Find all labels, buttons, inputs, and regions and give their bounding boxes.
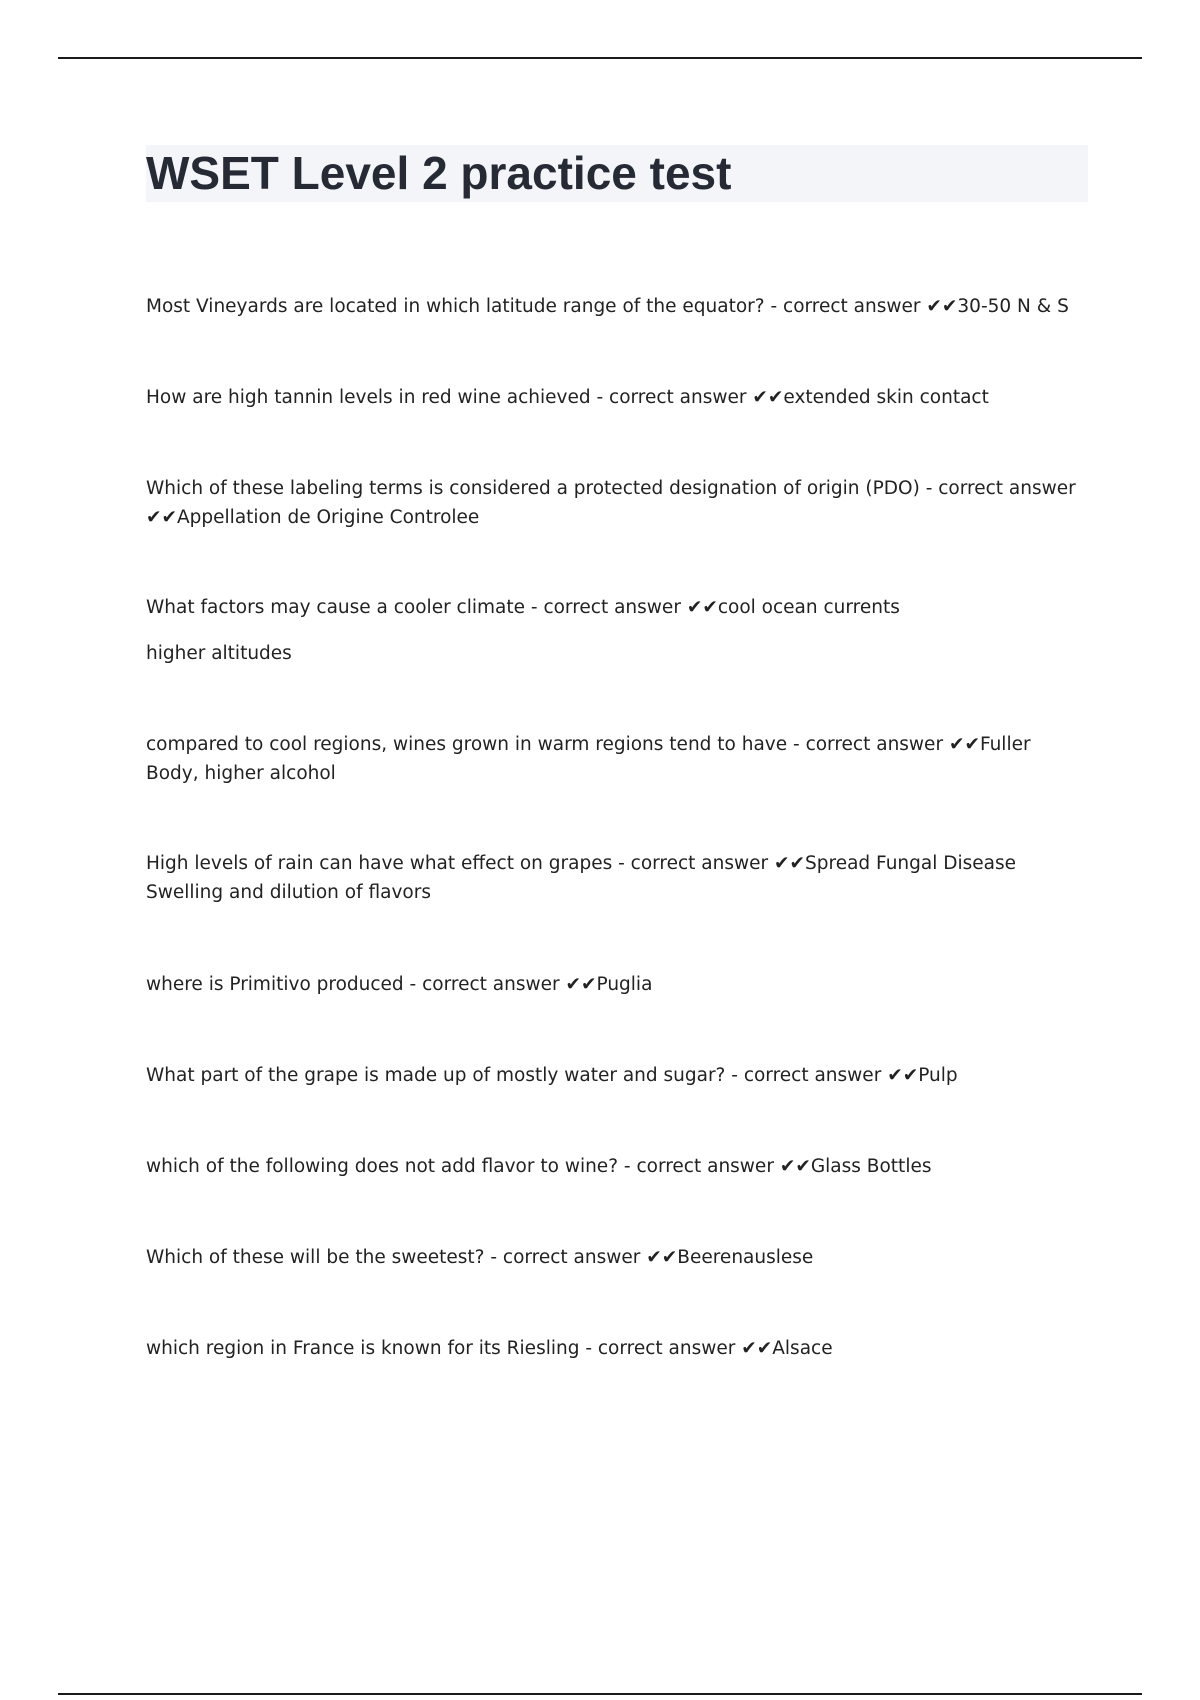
answer-text: Glass Bottles bbox=[810, 1156, 932, 1177]
answer-text: Appellation de Origine Controlee bbox=[177, 507, 480, 528]
question-text: which of the following does not add flavor to wine? - correct answer bbox=[146, 1156, 780, 1177]
checkmark-icon: ✔✔ bbox=[646, 1247, 678, 1268]
question-text: High levels of rain can have what effect on grapes - correct answer bbox=[146, 853, 775, 874]
question-text: Most Vineyards are located in which latitude range of the equator? - correct answer bbox=[146, 296, 927, 317]
checkmark-icon: ✔✔ bbox=[779, 1156, 811, 1177]
checkmark-icon: ✔✔ bbox=[565, 974, 597, 995]
answer-text: extended skin contact bbox=[783, 387, 989, 408]
qa-item bbox=[146, 292, 1081, 321]
answer-text: Fuller Body, higher alcohol bbox=[146, 734, 1031, 784]
question-text: What part of the grape is made up of mostly water and sugar? - correct answer bbox=[146, 1065, 888, 1086]
qa-item bbox=[146, 730, 1081, 788]
answer-text: Spread Fungal Disease Swelling and dilution of flavors bbox=[146, 853, 1017, 903]
bottom-rule bbox=[58, 1693, 1142, 1695]
checkmark-icon: ✔✔ bbox=[948, 734, 980, 755]
qa-item bbox=[146, 970, 1081, 999]
question-text: Which of these will be the sweetest? - correct answer bbox=[146, 1247, 647, 1268]
qa-item bbox=[146, 383, 1081, 412]
qa-item bbox=[146, 1061, 1081, 1090]
question-text: How are high tannin levels in red wine achieved - correct answer bbox=[146, 387, 753, 408]
question-text: which region in France is known for its Riesling - correct answer bbox=[146, 1338, 742, 1359]
checkmark-icon: ✔✔ bbox=[686, 597, 718, 618]
qa-item bbox=[146, 474, 1081, 532]
checkmark-icon: ✔✔ bbox=[752, 387, 784, 408]
question-text: where is Primitivo produced - correct answer bbox=[146, 974, 566, 995]
question-text: Which of these labeling terms is considered a protected designation of origin (PDO) - correct answer bbox=[146, 478, 1076, 499]
qa-item bbox=[146, 849, 1081, 907]
qa-item bbox=[146, 1243, 1081, 1272]
top-rule bbox=[58, 57, 1142, 59]
question-text: compared to cool regions, wines grown in warm regions tend to have - correct answer bbox=[146, 734, 949, 755]
checkmark-icon: ✔✔ bbox=[741, 1338, 773, 1359]
answer-text: Beerenauslese bbox=[677, 1247, 814, 1268]
checkmark-icon: ✔✔ bbox=[926, 296, 958, 317]
checkmark-icon: ✔✔ bbox=[887, 1065, 919, 1086]
qa-item bbox=[146, 1334, 1081, 1363]
answer-continuation: higher altitudes bbox=[146, 643, 292, 664]
page-title: WSET Level 2 practice test bbox=[146, 147, 732, 199]
answer-text: Pulp bbox=[918, 1065, 958, 1086]
qa-item bbox=[146, 593, 1081, 622]
checkmark-icon: ✔✔ bbox=[774, 853, 806, 874]
question-text: What factors may cause a cooler climate - correct answer bbox=[146, 597, 687, 618]
answer-text: cool ocean currents bbox=[717, 597, 900, 618]
checkmark-icon: ✔✔ bbox=[146, 507, 178, 528]
answer-text: Alsace bbox=[772, 1338, 833, 1359]
answer-text: 30-50 N & S bbox=[957, 296, 1069, 317]
qa-item bbox=[146, 1152, 1081, 1181]
answer-text: Puglia bbox=[596, 974, 653, 995]
